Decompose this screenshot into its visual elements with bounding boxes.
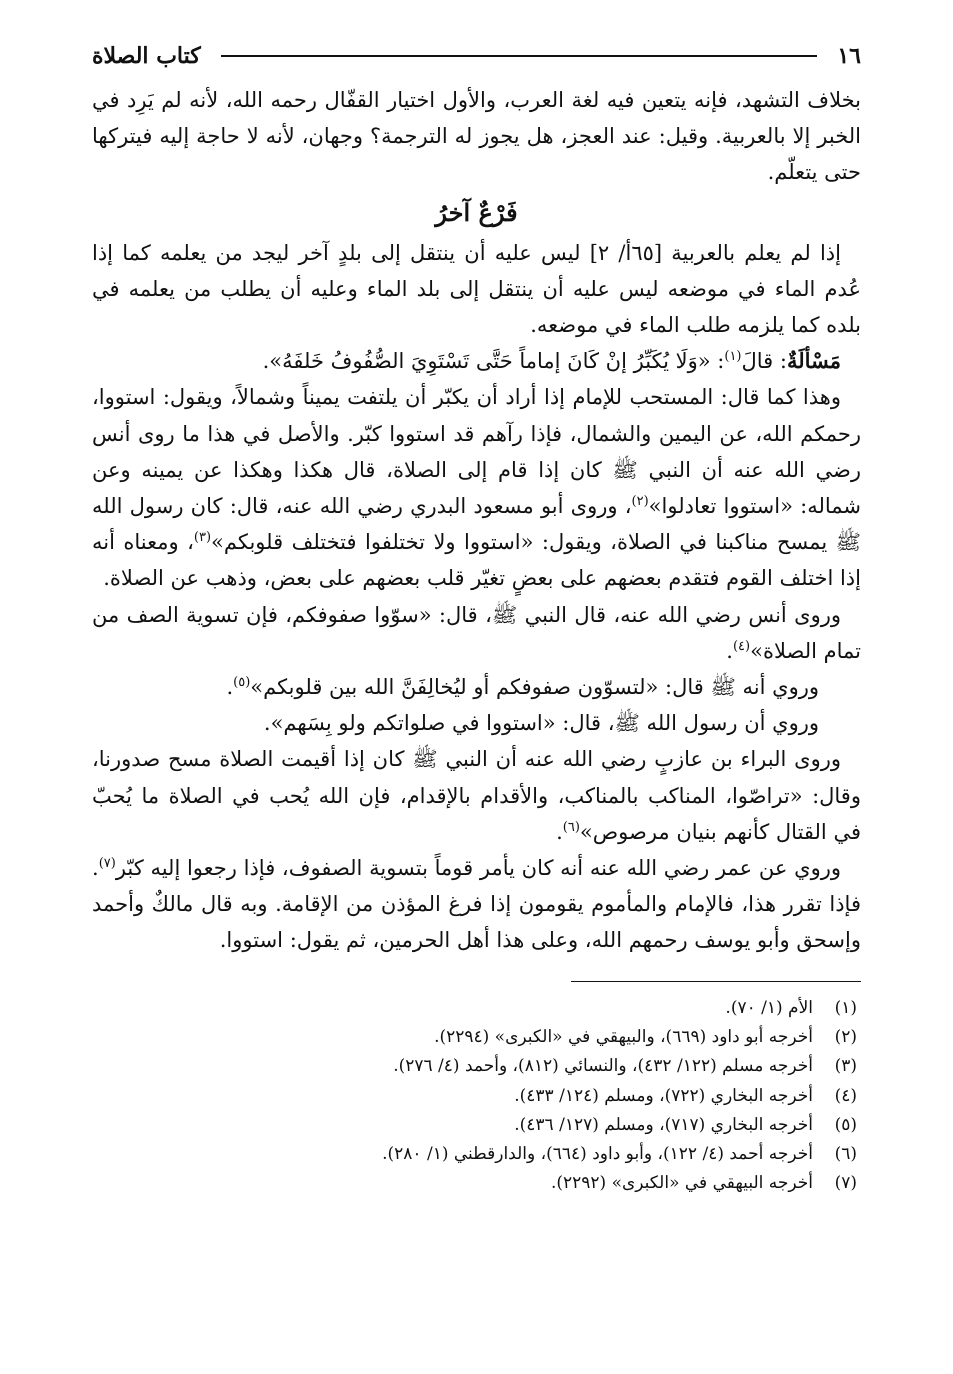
footnote-number: (١) [834, 997, 857, 1018]
paragraph: بخلاف التشهد، فإنه يتعين فيه لغة العرب، والأول اختيار القفّال رحمه الله، لأنه لم يَرِد في الخبر إلا بالعربية. وقيل: عند العجز، هل يجوز له الترجمة؟ وجهان، لأنه لا حاجة إليه فيتركها حتى يتعلّم. [92, 88, 861, 185]
footnote [92, 1082, 861, 1111]
book-title: كتاب الصلاة [92, 43, 201, 69]
footnote-separator [571, 981, 861, 982]
footnote-ref[interactable]: (١) [724, 349, 742, 365]
footnote-text: أخرجه أحمد (٤/ ١٢٢)، وأبو داود (٦٦٤)، والدارقطني (١/ ٢٨٠). [382, 1144, 813, 1165]
footnote-ref[interactable]: (٣) [193, 530, 212, 546]
paragraph: وهذا كما قال: المستحب للإمام إذا أراد أن يكبّر أن يلتفت يميناً وشمالاً، ويقول: استووا، رحمكم الله، عن اليمين والشمال، فإذا رآهم قد استووا كبّر. والأصل في هذا ما روى أنس رضي الله عنه أن النبي ﷺ كان إذا قام إلى الصلاة، قال هكذا وهكذا عن يمينه وعن شماله: «استووا تعادلوا»$^{(٢)}$، وروى أبو مسعود البدري رضي الله عنه، قال: كان رسول الله ﷺ يمسح مناكبنا في الصلاة، ويقول: «استووا ولا تختلفوا فتختلف قلوبكم»$^{(٣)}$، ومعناه أنه إذا اختلف القوم فتقدم بعضهم على بعضٍ تغيّر قلب بعضهم على بعض، وذهب عن الصلاة. [92, 385, 862, 591]
paragraph: وروي عن عمر رضي الله عنه أنه كان يأمر قوماً بتسوية الصفوف، فإذا رجعوا إليه كبّر$^{(٧)}$. فإذا تقرر هذا، فالإمام والمأموم يقومون إذا فرغ المؤذن من الإقامة. وبه قال مالكٌ وأحمد وإسحق وأبو يوسف رحمهم الله، وعلى هذا أهل الحرمين، ثم يقول: استووا. [92, 856, 861, 953]
footnote-text: أخرجه البخاري (٧٢٢)، ومسلم (١٢٤/ ٤٣٣). [514, 1085, 813, 1106]
page-number: ١٦ [837, 43, 861, 69]
footnote [92, 1023, 861, 1052]
footnote-number: (٢) [834, 1026, 857, 1047]
footnote-ref[interactable]: (٧) [98, 856, 116, 872]
footnote-text: أخرجه البيهقي في «الكبرى» (٢٢٩٢). [550, 1173, 813, 1194]
paragraph: إذا لم يعلم بالعربية [٦٥أ/ ٢] ليس عليه أن ينتقل إلى بلدٍ آخر ليجد من يعلمه كما إذا عُدم الماء في موضعه ليس عليه أن ينتقل إلى بلد الماء وعليه أن يطلب من يعلمه في بلده كما يلزمه طلب الماء في موضعه. [92, 240, 861, 338]
paragraph: وروي أن رسول الله ﷺ، قال: «استووا في صلواتكم ولو بِسَهم». [263, 711, 819, 736]
footnote-number: (٣) [834, 1056, 857, 1077]
footnote [92, 1052, 861, 1081]
footnote-ref[interactable]: (٥) [233, 675, 251, 691]
footnote [92, 994, 861, 1023]
footnote [92, 1111, 861, 1140]
footnote [92, 1169, 861, 1198]
footnote-ref[interactable]: (٢) [631, 494, 649, 510]
footnote-ref[interactable]: (٦) [562, 819, 580, 835]
footnote-text: الأم (١/ ٧٠). [725, 997, 813, 1018]
paragraph: وروى البراء بن عازبٍ رضي الله عنه أن النبي ﷺ كان إذا أقيمت الصلاة مسح صدورنا، وقال: «تراصّوا، المناكب بالمناكب، والأقدام بالإقدام، فإن الله يُحب في الصلاة ما يُحبّ في القتال كأنهم بنيان مرصوص»$^{(٦)}$. [92, 747, 861, 844]
header-rule [221, 55, 818, 57]
main-text [92, 82, 861, 959]
footnote-text: أخرجه أبو داود (٦٦٩)، والبيهقي في «الكبرى» (٢٢٩٤). [434, 1026, 813, 1047]
masala-paragraph: مَسْألَةٌ: قالَ$^{(١)}$: «وَلَا يُكَبِّرُ إنْ كَانَ إماماً حَتَّى تَسْتَوِيَ الصُّفُوفُ خَلفَهُ». [262, 348, 841, 374]
section-heading: فَرْعٌ آخرُ [435, 197, 518, 227]
footnote-number: (٥) [834, 1114, 857, 1135]
footnote-number: (٦) [834, 1144, 857, 1165]
running-header [92, 36, 861, 76]
footnote [92, 1140, 861, 1169]
masala-label: مَسْألَةٌ [786, 348, 841, 374]
paragraph: وروى أنس رضي الله عنه، قال النبي ﷺ، قال: «سوّوا صفوفكم، فإن تسوية الصف من تمام الصلاة»$^{(٤)}$. [92, 602, 861, 663]
footnote-text: أخرجه البخاري (٧١٧)، ومسلم (١٢٧/ ٤٣٦). [514, 1114, 813, 1135]
footnote-number: (٤) [834, 1085, 857, 1106]
paragraph: وروي أنه ﷺ قال: «لتسوّون صفوفكم أو ليُخالِفَنَّ الله بين قلوبكم»$^{(٥)}$. [226, 675, 819, 700]
footnotes [92, 994, 861, 1199]
footnote-text: أخرجه مسلم (١٢٢/ ٤٣٢)، والنسائي (٨١٢)، وأحمد (٤/ ٢٧٦). [393, 1056, 813, 1077]
footnote-ref[interactable]: (٤) [732, 638, 751, 654]
footnote-number: (٧) [834, 1173, 857, 1194]
